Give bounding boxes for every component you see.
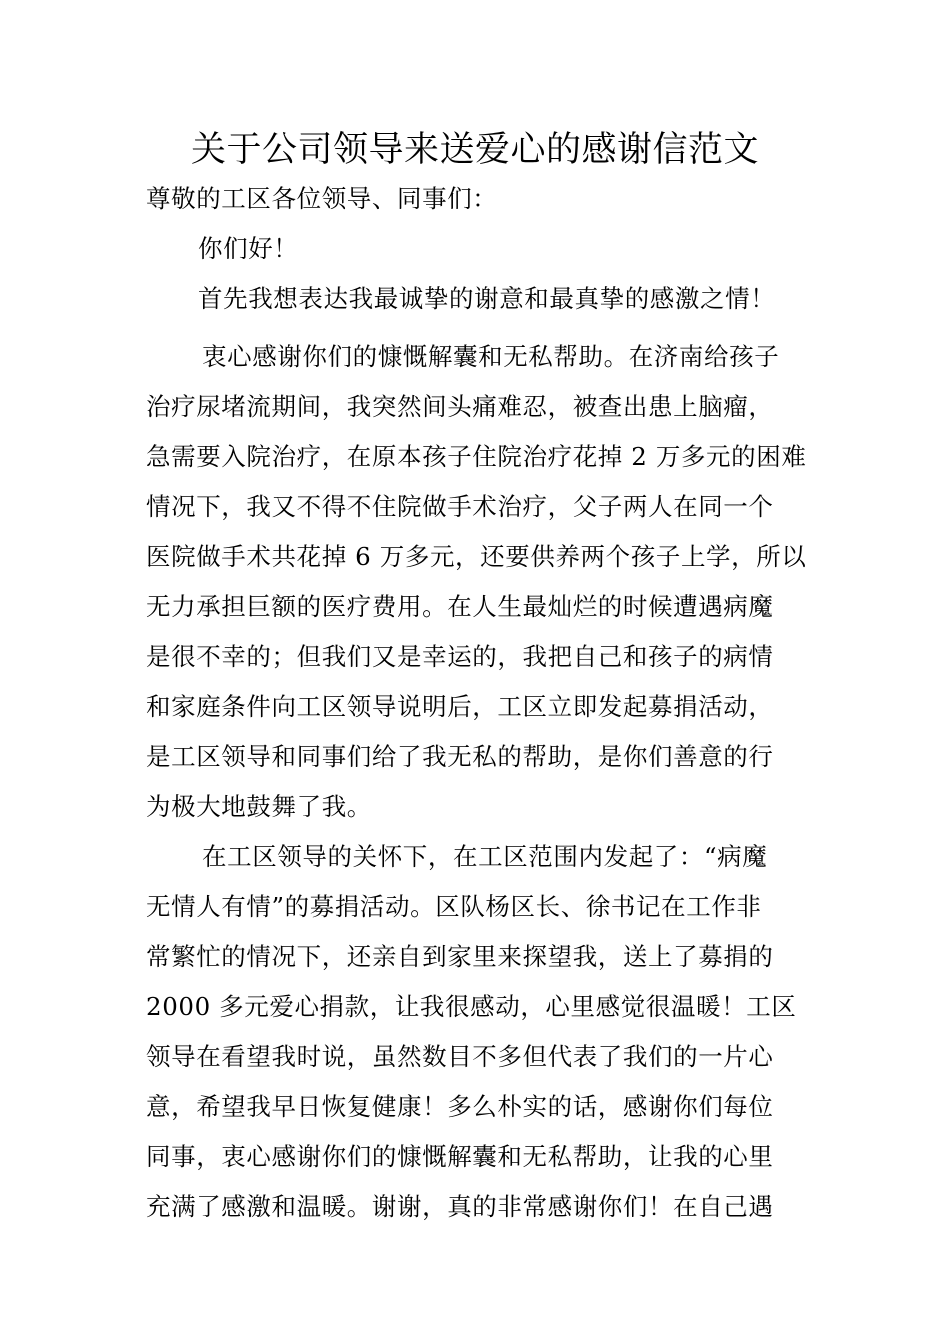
paragraph-line: 情况下，我又不得不住院做手术治疗，父子两人在同一个 <box>146 492 774 521</box>
paragraph-line: 是工区领导和同事们给了我无私的帮助，是你们善意的行 <box>146 742 774 771</box>
paragraph-line: 领导在看望我时说，虽然数目不多但代表了我们的一片心 <box>146 1042 774 1071</box>
document-title: 关于公司领导来送爱心的感谢信范文 <box>190 130 759 170</box>
paragraph-line: 和家庭条件向工区领导说明后，工区立即发起募捐活动， <box>146 692 774 721</box>
paragraph-line: 常繁忙的情况下，还亲自到家里来探望我，送上了募捐的 <box>146 942 774 971</box>
letter-body <box>146 174 808 1232</box>
paragraph-line: 无力承担巨额的医疗费用。在人生最灿烂的时候遭遇病魔 <box>146 592 774 621</box>
opening-line: 首先我想表达我最诚挚的谢意和最真挚的感激之情！ <box>198 284 776 313</box>
paragraph-line: 同事，衷心感谢你们的慷慨解囊和无私帮助，让我的心里 <box>146 1142 774 1171</box>
paragraph-line: 急需要入院治疗，在原本孩子住院治疗花掉 2 万多元的困难 <box>146 442 807 471</box>
paragraph-1 <box>146 332 808 832</box>
paragraph-line: 是很不幸的；但我们又是幸运的，我把自己和孩子的病情 <box>146 642 774 671</box>
paragraph-line: 充满了感激和温暖。谢谢，真的非常感谢你们！在自己遇 <box>146 1192 774 1221</box>
paragraph-line: 医院做手术共花掉 6 万多元，还要供养两个孩子上学，所以 <box>146 542 807 571</box>
paragraph-2 <box>146 832 808 1232</box>
paragraph-line: 衷心感谢你们的慷慨解囊和无私帮助。在济南给孩子 <box>202 342 780 371</box>
paragraph-line: 为极大地鼓舞了我。 <box>146 792 372 821</box>
paragraph-line: 治疗尿堵流期间，我突然间头痛难忍，被查出患上脑瘤， <box>146 392 774 421</box>
paragraph-line: 2000 多元爱心捐款，让我很感动，心里感觉很温暖！工区 <box>146 992 797 1021</box>
salutation-line: 尊敬的工区各位领导、同事们： <box>146 184 498 213</box>
paragraph-line: 无情人有情”的募捐活动。区队杨区长、徐书记在工作非 <box>146 892 762 921</box>
paragraph-line: 意，希望我早日恢复健康！多么朴实的话，感谢你们每位 <box>146 1092 774 1121</box>
greeting-line: 你们好！ <box>198 234 299 263</box>
paragraph-line: 在工区领导的关怀下，在工区范围内发起了：“病魔 <box>202 842 768 871</box>
